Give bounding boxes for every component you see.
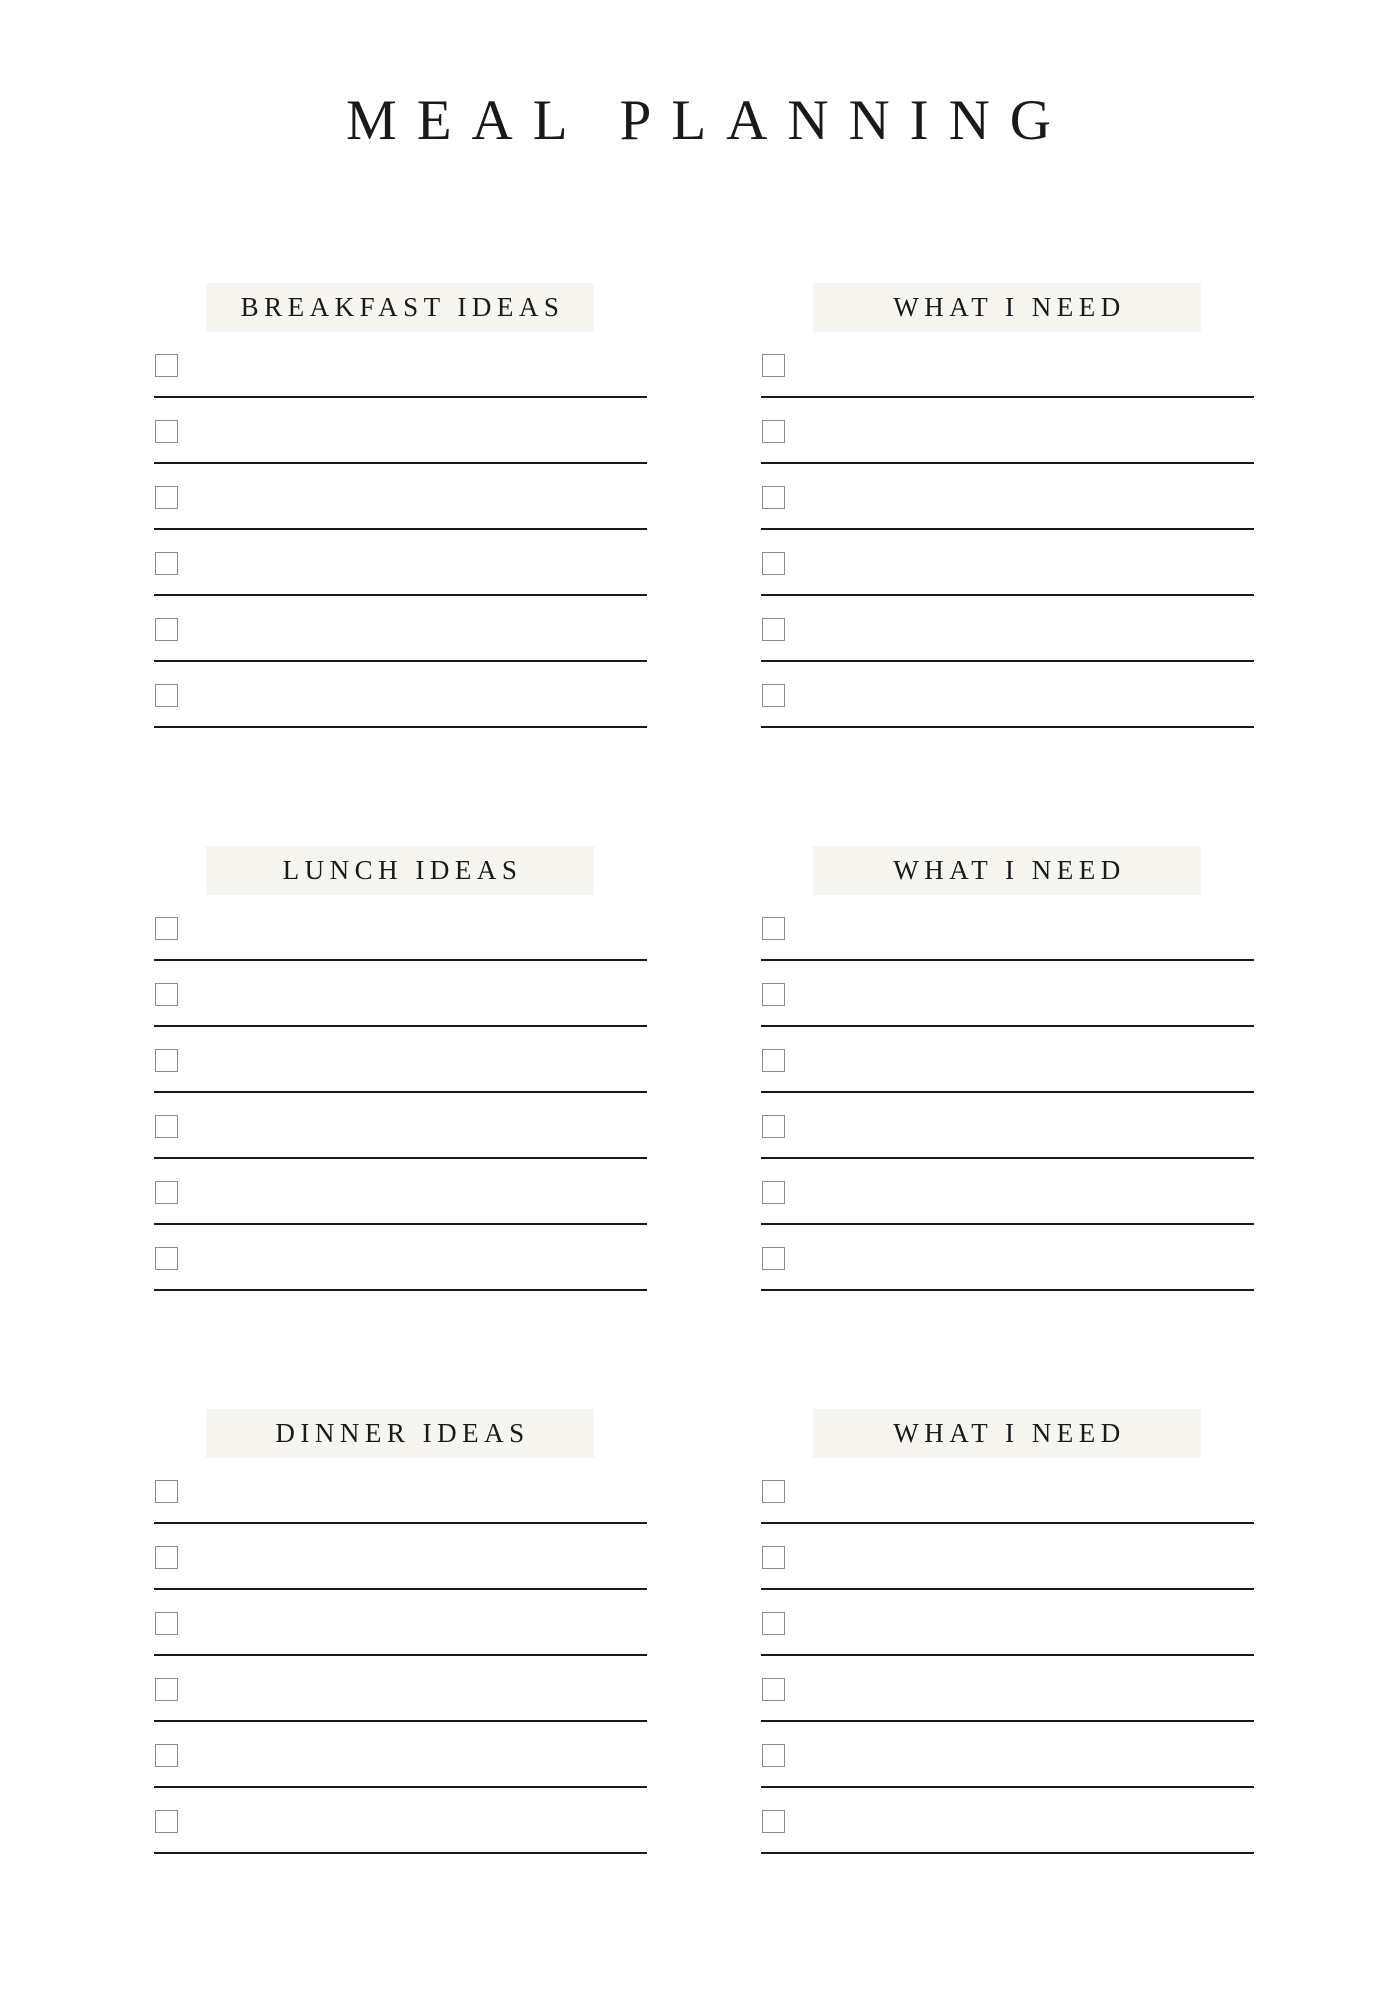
checklist-row (761, 398, 1254, 464)
checkbox[interactable] (762, 486, 785, 509)
checklist-row (761, 1788, 1254, 1854)
checkbox[interactable] (762, 1247, 785, 1270)
checklist-row (761, 1590, 1254, 1656)
section-header: WHAT I NEED (813, 283, 1201, 332)
checklist (761, 332, 1254, 728)
checklist-row (761, 1722, 1254, 1788)
checklist (154, 332, 647, 728)
checklist-row (761, 1225, 1254, 1291)
section-header: LUNCH IDEAS (206, 846, 594, 895)
checklist-row (761, 1027, 1254, 1093)
checklist-row (154, 1093, 647, 1159)
checkbox[interactable] (155, 1744, 178, 1767)
checklist-row (154, 398, 647, 464)
checkbox[interactable] (155, 1678, 178, 1701)
checkbox[interactable] (155, 1810, 178, 1833)
checklist-row (761, 464, 1254, 530)
checklist-row (761, 895, 1254, 961)
checkbox[interactable] (762, 1049, 785, 1072)
section-header: BREAKFAST IDEAS (206, 283, 594, 332)
checkbox[interactable] (155, 618, 178, 641)
checkbox[interactable] (762, 552, 785, 575)
checkbox[interactable] (155, 1612, 178, 1635)
checklist-row (761, 596, 1254, 662)
checklist (761, 895, 1254, 1291)
checkbox[interactable] (762, 1115, 785, 1138)
checklist-row (154, 530, 647, 596)
checkbox[interactable] (155, 1480, 178, 1503)
checkbox[interactable] (762, 618, 785, 641)
page-title: MEAL PLANNING (346, 89, 1071, 152)
checkbox[interactable] (762, 1480, 785, 1503)
checkbox[interactable] (155, 1181, 178, 1204)
checklist-row (154, 464, 647, 530)
checklist-row (761, 1159, 1254, 1225)
checkbox[interactable] (155, 684, 178, 707)
checkbox[interactable] (155, 917, 178, 940)
checklist-row (761, 1093, 1254, 1159)
checklist-row (154, 1722, 647, 1788)
checklist-row (154, 662, 647, 728)
checklist-row (154, 895, 647, 961)
checklist (154, 895, 647, 1291)
checkbox[interactable] (762, 420, 785, 443)
checkbox[interactable] (762, 354, 785, 377)
checklist-row (761, 530, 1254, 596)
checkbox[interactable] (762, 1810, 785, 1833)
checkbox[interactable] (155, 1115, 178, 1138)
checkbox[interactable] (155, 1049, 178, 1072)
checklist-row (154, 961, 647, 1027)
checklist-row (154, 1656, 647, 1722)
checklist-row (154, 332, 647, 398)
checkbox[interactable] (155, 420, 178, 443)
checklist-row (154, 1159, 647, 1225)
checklist-row (154, 1590, 647, 1656)
checkbox[interactable] (762, 1744, 785, 1767)
checkbox[interactable] (155, 1247, 178, 1270)
checkbox[interactable] (762, 983, 785, 1006)
checklist-row (154, 1225, 647, 1291)
section-header: WHAT I NEED (813, 846, 1201, 895)
checklist (761, 1458, 1254, 1854)
checklist-row (154, 596, 647, 662)
checklist-row (761, 961, 1254, 1027)
checkbox[interactable] (155, 486, 178, 509)
checkbox[interactable] (155, 983, 178, 1006)
checkbox[interactable] (762, 684, 785, 707)
checklist-row (761, 1656, 1254, 1722)
checklist-row (761, 1458, 1254, 1524)
checklist-row (761, 332, 1254, 398)
checkbox[interactable] (762, 1678, 785, 1701)
checkbox[interactable] (762, 1181, 785, 1204)
checklist-row (154, 1458, 647, 1524)
checklist (154, 1458, 647, 1854)
checklist-row (154, 1524, 647, 1590)
checkbox[interactable] (155, 354, 178, 377)
section-header: WHAT I NEED (813, 1409, 1201, 1458)
checkbox[interactable] (762, 917, 785, 940)
checklist-row (154, 1027, 647, 1093)
checkbox[interactable] (155, 552, 178, 575)
checklist-row (761, 1524, 1254, 1590)
checklist-row (761, 662, 1254, 728)
checkbox[interactable] (155, 1546, 178, 1569)
checkbox[interactable] (762, 1546, 785, 1569)
checklist-row (154, 1788, 647, 1854)
section-header: DINNER IDEAS (206, 1409, 594, 1458)
checkbox[interactable] (762, 1612, 785, 1635)
